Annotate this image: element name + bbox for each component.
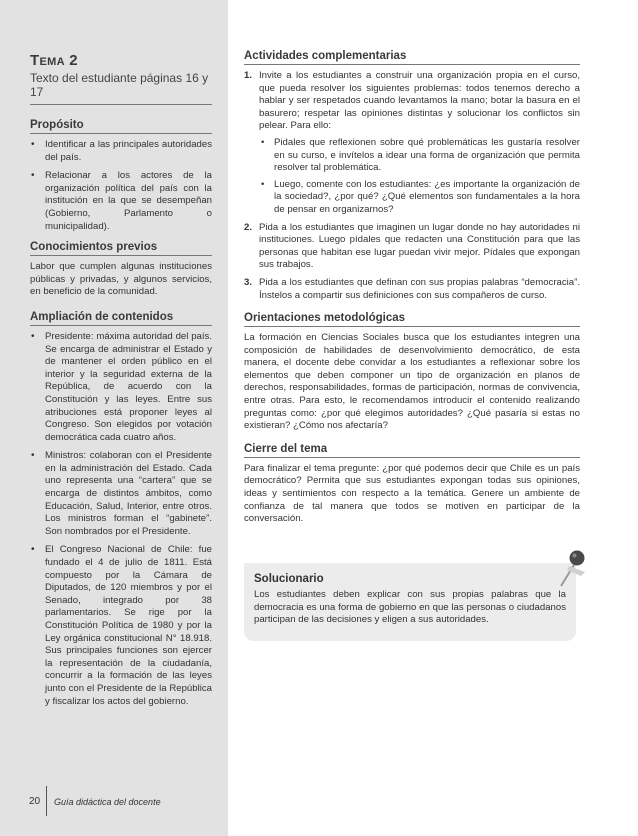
item-number: 3. xyxy=(244,276,253,288)
footer-text: Guía didáctica del docente xyxy=(54,797,161,807)
list-item xyxy=(244,277,580,302)
list-item: • Relacionar a los actores de la organización política del país con la institución en la que se desempeñan (Gobierno, Parlamento o municipalidad). xyxy=(30,170,212,233)
actividades-section xyxy=(244,50,580,302)
sub-list xyxy=(259,137,580,217)
list-item: • Ministros: colaboran con el Presidente en la administración del Estado. Cada uno representa una “cartera” que se encarga de distintos ámbitos, como Educación, Salud, Interior, entre otros. Los ministros forman el “gabinete”. Son nombrados por el Presidente. xyxy=(30,450,212,538)
proposito-list xyxy=(30,139,212,233)
left-column xyxy=(30,52,212,714)
tema-subtitle: Texto del estudiante páginas 16 y 17 xyxy=(30,71,212,105)
ampliacion-heading: Ampliación de contenidos xyxy=(30,311,212,326)
orientaciones-section xyxy=(244,312,580,433)
list-item: • Identificar a las principales autoridades del país. xyxy=(30,139,212,164)
orientaciones-heading: Orientaciones metodológicas xyxy=(244,312,580,327)
page-number: 20 xyxy=(29,796,41,807)
list-item xyxy=(244,70,580,217)
conocimientos-text: Labor que cumplen algunas instituciones públicas y privadas, y algunos servicios, en beneficio de la comunidad. xyxy=(30,261,212,298)
item-text: Pida a los estudiantes que definan con sus propias palabras “democracia”. Ínstelos a compartir sus definiciones con sus compañeros de curso. xyxy=(259,276,580,301)
sub-list-item: • Pidales que reflexionen sobre qué problemáticas les gustaría resolver en su curso, e invítelos a idear una forma de organización que permita resolver tal problemática. xyxy=(259,137,580,175)
right-column xyxy=(244,50,580,526)
pushpin-icon xyxy=(555,548,591,592)
list-item: • Presidente: máxima autoridad del país. Se encarga de administrar el Estado y de mantener el orden público en el interior y la seguridad externa de la República, de acuerdo con la Constitución y las leyes. Entre sus atribuciones está proponer leyes al Congreso. Son elegidos por votación democrática cada cuatro años. xyxy=(30,331,212,444)
conocimientos-section xyxy=(30,241,212,299)
cierre-section xyxy=(244,443,580,526)
ampliacion-list xyxy=(30,331,212,708)
proposito-heading: Propósito xyxy=(30,119,212,134)
item-text: Invite a los estudiantes a construir una organización propia en el curso, que pueda resolver los siguientes problemas: todos tenemos derecho a hablar y ser respetados cuando levantamos la mano; botar la basura en el basurero; respetar las opiniones distintas y solucionar los conflictos sin pelear. Para ello: xyxy=(259,70,580,132)
solucionario-heading: Solucionario xyxy=(254,573,324,585)
item-text: Pida a los estudiantes que imaginen un lugar donde no hay autoridades ni instituciones. Luego pídales que redacten una Constitución para que las personas que habitan ese lugar puedan vivir mejor. Pídales que expongan sus trabajos. xyxy=(259,221,580,271)
tema-title: Tema 2 xyxy=(30,52,78,69)
list-item: • El Congreso Nacional de Chile: fue fundado el 4 de julio de 1811. Está compuesto por la Cámara de Diputados, de 120 miembros y por el Senado, integrado por 38 parlamentarios. Se rige por la Constitución Política de 1980 y por la Ley orgánica constitucional N° 18.918. Sus principales funciones son ejercer la representación de la ciudadanía, concurrir a la formación de las leyes junto con el Presidente de la República y fiscalizar los actos del gobierno. xyxy=(30,544,212,708)
actividades-list xyxy=(244,70,580,302)
cierre-text: Para finalizar el tema pregunte: ¿por qué podemos decir que Chile es un país democrático? Permita que sus estudiantes expongan todas sus opiniones, ideas y sentimientos con respecto a la temática. Genere un ambiente de confianza de tal manera que todos se motiven en participar de la conversación. xyxy=(244,462,580,525)
sub-list-item: • Luego, comente con los estudiantes: ¿es importante la organización de la sociedad?, ¿por qué? ¿Qué elementos son fundamentales a la hora de pensar en organizarnos? xyxy=(259,179,580,217)
conocimientos-heading: Conocimientos previos xyxy=(30,241,212,256)
proposito-section xyxy=(30,119,212,233)
ampliacion-section xyxy=(30,311,212,708)
list-item xyxy=(244,222,580,272)
footer-divider xyxy=(46,786,47,816)
item-number: 1. xyxy=(244,70,253,81)
cierre-heading: Cierre del tema xyxy=(244,443,580,458)
item-number: 2. xyxy=(244,221,253,233)
solucionario-text: Los estudiantes deben explicar con sus propias palabras que la democracia es una forma de gobierno en que las personas o ciudadanos participan de las decisiones y eligen a sus autoridades. xyxy=(254,589,566,626)
actividades-heading: Actividades complementarias xyxy=(244,50,580,65)
orientaciones-text: La formación en Ciencias Sociales busca que los estudiantes integren una composición de habilidades de desenvolvimiento democrático, de esta manera, el docente debe convidar a los estudiantes a reflexionar sobre los elementos que deben componer un tipo de organización en planos de derechos, responsabilidades, formas de participación, normas de convivencia, entre otras. Para esto, le recomendamos introducir el contenido realizando preguntas como: ¿por qué elegimos autoridades? ¿Qué pasaría si estas no existieran? ¿Cómo nos afectaría? xyxy=(244,332,580,432)
solucionario-box xyxy=(244,563,576,641)
